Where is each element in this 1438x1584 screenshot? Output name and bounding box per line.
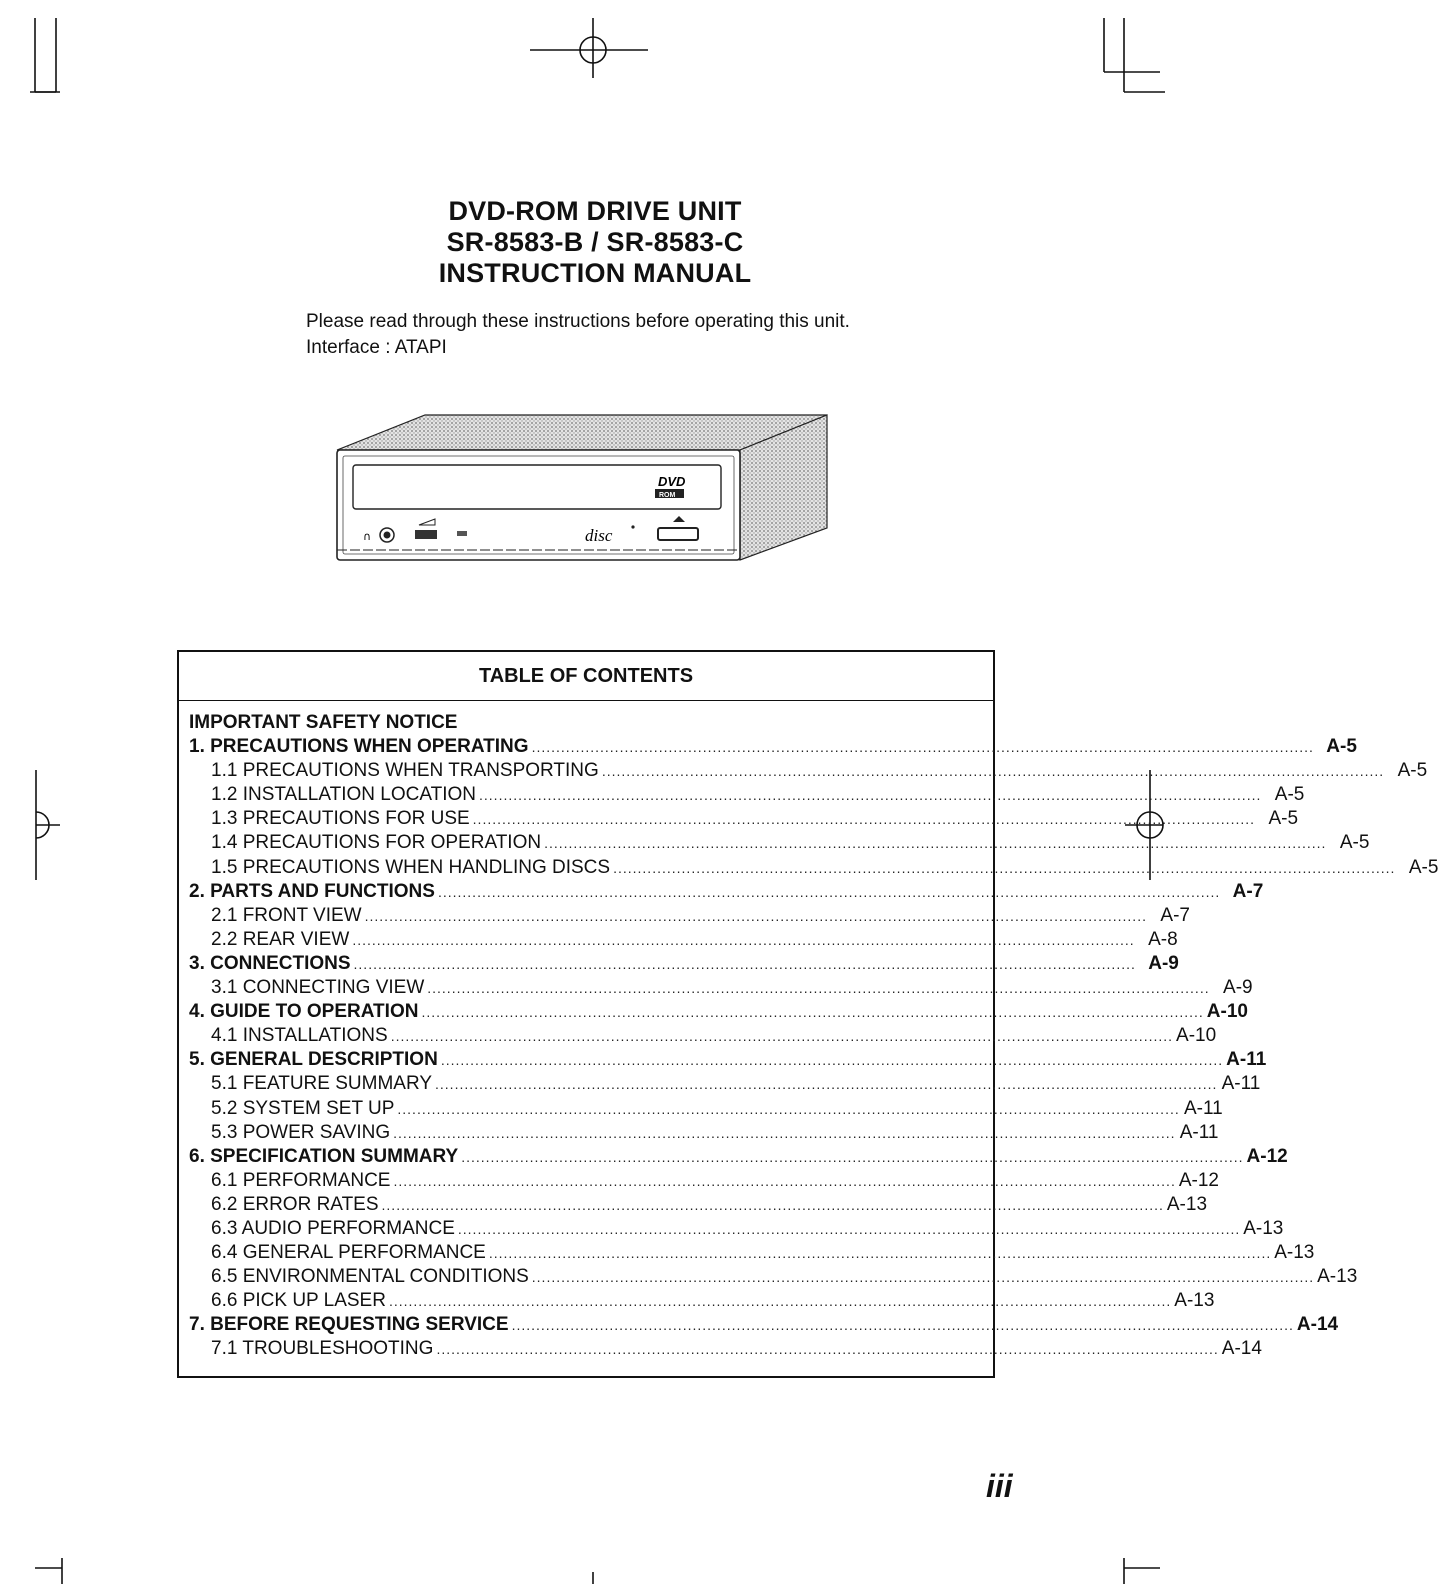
intro-text	[306, 309, 850, 361]
toc-entry	[189, 808, 1299, 832]
toc-dot-leader: ................................................................................................................................................................	[472, 811, 1256, 828]
toc-entry-page: A-13	[1274, 1242, 1315, 1264]
eject-button	[658, 528, 698, 540]
toc-entry-label: 5. GENERAL DESCRIPTION	[189, 1049, 438, 1071]
toc-dot-leader: ................................................................................................................................................................	[397, 1100, 1180, 1117]
toc-dot-leader: ................................................................................................................................................................	[613, 859, 1396, 876]
toc-entry-label: 1.1 PRECAUTIONS WHEN TRANSPORTING	[211, 760, 599, 782]
toc-list	[179, 701, 1438, 1363]
toc-entry-label: 4. GUIDE TO OPERATION	[189, 1001, 419, 1023]
toc-entry	[189, 880, 1264, 905]
toc-entry-page: A-7	[1160, 904, 1190, 926]
title-manual: INSTRUCTION MANUAL	[438, 258, 752, 288]
toc-entry-label: 6.2 ERROR RATES	[211, 1193, 379, 1215]
toc-dot-leader: ................................................................................................................................................................	[440, 1052, 1224, 1069]
toc-dot-leader: ................................................................................................................................................................	[461, 1148, 1244, 1165]
toc-entry-label: 5.2 SYSTEM SET UP	[211, 1097, 395, 1119]
toc-entry	[189, 1242, 1315, 1266]
toc-dot-leader: ................................................................................................................................................................	[353, 955, 1136, 972]
toc-entry-label: 3. CONNECTIONS	[189, 952, 351, 974]
toc-entry-label: 1.3 PRECAUTIONS FOR USE	[211, 808, 470, 830]
toc-entry-page: A-11	[1221, 1073, 1261, 1095]
toc-entry	[189, 784, 1305, 808]
toc-dot-leader: ................................................................................................................................................................	[393, 1172, 1176, 1189]
toc-dot-leader: ................................................................................................................................................................	[488, 1245, 1272, 1262]
toc-dot-leader: ................................................................................................................................................................	[393, 1124, 1176, 1141]
table-of-contents	[177, 650, 1438, 1378]
toc-entry	[189, 977, 1253, 1001]
toc-entry-label: 1.2 INSTALLATION LOCATION	[211, 784, 477, 806]
busy-indicator	[457, 531, 467, 536]
toc-dot-leader: ................................................................................................................................................................	[544, 835, 1327, 852]
toc-entry	[189, 904, 1190, 929]
toc-dot-leader: ................................................................................................................................................................	[479, 787, 1262, 804]
toc-entry-page: A-5	[1339, 832, 1370, 854]
toc-dot-leader: ................................................................................................................................................................	[435, 1076, 1218, 1093]
toc-entry-page: A-10	[1176, 1025, 1217, 1047]
toc-entry-label: 5.3 POWER SAVING	[211, 1121, 391, 1143]
toc-entry-page: A-11	[1179, 1121, 1219, 1143]
toc-entry-label: 5.1 FEATURE SUMMARY	[211, 1073, 433, 1095]
toc-entry-label: 6.1 PERFORMANCE	[211, 1169, 391, 1191]
toc-dot-leader: ................................................................................................................................................................	[601, 763, 1385, 780]
toc-entry	[189, 832, 1370, 856]
toc-entry-page: A-5	[1274, 784, 1305, 806]
dvd-rom-logo	[655, 474, 686, 499]
toc-dot-leader: ................................................................................................................................................................	[437, 883, 1221, 900]
toc-entry-page: A-5	[1326, 736, 1357, 758]
toc-entry-page: A-14	[1221, 1338, 1262, 1360]
toc-entry-label: 2. PARTS AND FUNCTIONS	[189, 880, 435, 902]
toc-entry	[189, 1145, 1288, 1170]
volume-slider	[415, 530, 437, 539]
svg-text:DVD: DVD	[658, 474, 686, 489]
toc-dot-leader: ................................................................................................................................................................	[427, 980, 1210, 997]
intro-interface: Interface : ATAPI	[306, 337, 447, 358]
title-product: DVD-ROM DRIVE UNIT	[448, 196, 742, 226]
headphone-icon: ∩	[363, 530, 372, 543]
toc-entry	[189, 736, 1357, 760]
toc-entry-label: 6.4 GENERAL PERFORMANCE	[211, 1242, 486, 1264]
toc-entry-page: A-12	[1246, 1145, 1288, 1167]
toc-entry-label: 2.2 REAR VIEW	[211, 928, 350, 950]
toc-entry-page: A-5	[1408, 856, 1438, 878]
toc-entry	[189, 1121, 1219, 1146]
toc-dot-leader: ................................................................................................................................................................	[390, 1028, 1174, 1045]
toc-entry-label: 7. BEFORE REQUESTING SERVICE	[189, 1314, 509, 1336]
toc-entry	[189, 952, 1179, 977]
toc-notice: IMPORTANT SAFETY NOTICE	[189, 712, 458, 733]
toc-dot-leader: ................................................................................................................................................................	[531, 1269, 1315, 1286]
toc-dot-leader: ................................................................................................................................................................	[381, 1196, 1164, 1213]
toc-dot-leader: ................................................................................................................................................................	[421, 1004, 1204, 1021]
toc-entry-label: 6. SPECIFICATION SUMMARY	[189, 1145, 459, 1167]
toc-entry	[189, 1025, 1217, 1049]
toc-entry	[189, 1290, 1215, 1314]
svg-text:ROM: ROM	[659, 492, 676, 499]
toc-entry	[189, 1193, 1208, 1218]
toc-entry-label: 1.5 PRECAUTIONS WHEN HANDLING DISCS	[211, 856, 611, 878]
toc-entry-label: 4.1 INSTALLATIONS	[211, 1025, 388, 1047]
toc-entry-page: A-5	[1268, 808, 1299, 830]
toc-entry-page: A-5	[1397, 760, 1428, 782]
toc-dot-leader: ................................................................................................................................................................	[388, 1293, 1172, 1310]
toc-entry-page: A-9	[1148, 952, 1179, 974]
toc-dot-leader: ................................................................................................................................................................	[457, 1220, 1241, 1237]
toc-entry	[189, 1314, 1339, 1338]
title-model: SR-8583-B / SR-8583-C	[446, 227, 744, 257]
page-number: iii	[986, 1468, 1013, 1504]
toc-entry-page: A-7	[1232, 880, 1264, 902]
toc-entry	[189, 928, 1178, 953]
toc-entry-page: A-10	[1206, 1001, 1248, 1023]
toc-entry-page: A-11	[1184, 1097, 1223, 1119]
toc-entry-page: A-9	[1223, 977, 1253, 999]
toc-dot-leader: ................................................................................................................................................................	[364, 907, 1147, 924]
toc-entry	[189, 1338, 1262, 1362]
toc-entry	[189, 1217, 1284, 1242]
toc-entry-page: A-13	[1243, 1217, 1284, 1239]
toc-entry	[189, 760, 1428, 784]
toc-entry-label: 3.1 CONNECTING VIEW	[211, 977, 425, 999]
toc-dot-leader: ................................................................................................................................................................	[511, 1317, 1294, 1334]
toc-entry	[189, 1001, 1248, 1025]
toc-entry	[189, 1097, 1223, 1122]
toc-entry	[189, 1169, 1219, 1194]
toc-entry	[189, 1266, 1358, 1290]
toc-entry	[189, 1073, 1261, 1097]
toc-entry-page: A-13	[1166, 1193, 1208, 1215]
toc-entry-label: 6.6 PICK UP LASER	[211, 1290, 386, 1312]
toc-entry-page: A-13	[1174, 1290, 1215, 1312]
toc-dot-leader: ................................................................................................................................................................	[531, 739, 1314, 756]
toc-dot-leader: ................................................................................................................................................................	[436, 1341, 1219, 1358]
toc-entry-label: 1.4 PRECAUTIONS FOR OPERATION	[211, 832, 542, 854]
document-title	[0, 196, 1190, 289]
toc-entry-label: 6.3 AUDIO PERFORMANCE	[211, 1217, 455, 1239]
toc-entry-page: A-8	[1148, 928, 1178, 950]
toc-dot-leader: ................................................................................................................................................................	[352, 931, 1135, 948]
toc-entry-label: 2.1 FRONT VIEW	[211, 904, 362, 926]
toc-entry-page: A-11	[1226, 1049, 1267, 1071]
toc-entry-label: 6.5 ENVIRONMENTAL CONDITIONS	[211, 1266, 529, 1288]
toc-entry	[189, 1049, 1267, 1073]
disc-logo: disc	[585, 526, 613, 545]
toc-entry-page: A-12	[1178, 1169, 1219, 1191]
toc-title: TABLE OF CONTENTS	[179, 652, 993, 701]
toc-entry-page: A-14	[1296, 1314, 1339, 1336]
toc-entry-label: 1. PRECAUTIONS WHEN OPERATING	[189, 736, 529, 758]
intro-instruction: Please read through these instructions before operating this unit.	[306, 311, 850, 332]
toc-entry	[189, 856, 1438, 881]
drive-illustration	[335, 410, 840, 570]
toc-entry-page: A-13	[1317, 1266, 1358, 1288]
toc-entry-label: 7.1 TROUBLESHOOTING	[211, 1338, 434, 1360]
